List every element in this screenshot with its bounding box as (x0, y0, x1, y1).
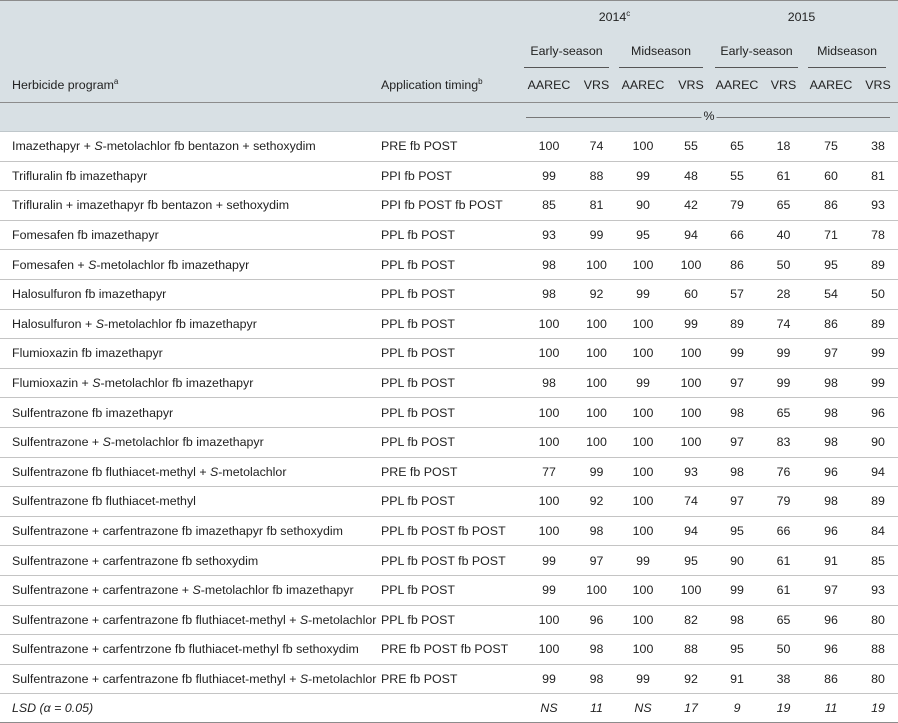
value-cell: 95 (615, 220, 671, 250)
table-row (0, 132, 898, 162)
table-row (0, 339, 898, 369)
herbicide-program-cell: Sulfentrazone + carfentrazone fb fluthiacet-methyl + S-metolachlor (0, 664, 379, 694)
value-cell: 42 (671, 191, 711, 221)
value-cell: 65 (763, 191, 804, 221)
value-cell: 50 (763, 635, 804, 665)
application-timing-cell: PPL fb POST (379, 339, 520, 369)
value-cell: 93 (858, 191, 898, 221)
table-row (0, 605, 898, 635)
value-cell: 86 (804, 664, 858, 694)
value-cell: 18 (763, 132, 804, 162)
table-row (0, 546, 898, 576)
application-timing-cell: PPI fb POST fb POST (379, 191, 520, 221)
value-cell: 99 (520, 546, 578, 576)
value-cell: 92 (578, 487, 615, 517)
value-cell: 61 (763, 546, 804, 576)
table-row (0, 309, 898, 339)
col-2014-mid-aarec: AAREC (615, 68, 671, 103)
herbicide-program-cell: Sulfentrazone + S-metolachlor fb imazethapyr (0, 427, 379, 457)
value-cell: 92 (671, 664, 711, 694)
application-timing-cell: PPL fb POST fb POST (379, 516, 520, 546)
herbicide-program-cell: Sulfentrazone fb fluthiacet-methyl + S-metolachlor (0, 457, 379, 487)
header-year-row (0, 1, 898, 35)
value-cell: 100 (615, 132, 671, 162)
herbicide-program-cell: Sulfentrazone + carfentrzone fb fluthiacet-methyl fb sethoxydim (0, 635, 379, 665)
value-cell: 50 (763, 250, 804, 280)
value-cell: 99 (858, 368, 898, 398)
lsd-label: LSD (α = 0.05) (0, 694, 379, 723)
herbicide-program-cell: Imazethapyr + S-metolachlor fb bentazon + sethoxydim (0, 132, 379, 162)
application-timing-cell: PPL fb POST (379, 220, 520, 250)
value-cell: 89 (858, 309, 898, 339)
lsd-value-cell: NS (520, 694, 578, 723)
value-cell: 93 (858, 575, 898, 605)
value-cell: 100 (671, 339, 711, 369)
value-cell: 61 (763, 161, 804, 191)
value-cell: 98 (578, 516, 615, 546)
herbicide-program-cell: Sulfentrazone + carfentrazone fb imazethapyr fb sethoxydim (0, 516, 379, 546)
value-cell: 74 (671, 487, 711, 517)
table-row (0, 161, 898, 191)
value-cell: 98 (711, 605, 763, 635)
value-cell: 74 (763, 309, 804, 339)
value-cell: 97 (578, 546, 615, 576)
value-cell: 55 (671, 132, 711, 162)
value-cell: 82 (671, 605, 711, 635)
season-2014-mid: Midseason (615, 34, 711, 68)
col-2015-early-aarec: AAREC (711, 68, 763, 103)
table-row (0, 516, 898, 546)
value-cell: 97 (804, 575, 858, 605)
herbicide-program-cell: Flumioxazin fb imazethapyr (0, 339, 379, 369)
herbicide-program-cell: Trifluralin fb imazethapyr (0, 161, 379, 191)
value-cell: 100 (615, 250, 671, 280)
value-cell: 98 (804, 487, 858, 517)
value-cell: 76 (763, 457, 804, 487)
value-cell: 89 (858, 250, 898, 280)
value-cell: 85 (520, 191, 578, 221)
value-cell: 86 (804, 191, 858, 221)
value-cell: 54 (804, 279, 858, 309)
lsd-value-cell: NS (615, 694, 671, 723)
value-cell: 100 (615, 605, 671, 635)
table-row (0, 457, 898, 487)
herbicide-program-cell: Fomesafen + S-metolachlor fb imazethapyr (0, 250, 379, 280)
value-cell: 100 (520, 635, 578, 665)
value-cell: 100 (578, 250, 615, 280)
value-cell: 99 (520, 664, 578, 694)
value-cell: 66 (711, 220, 763, 250)
value-cell: 40 (763, 220, 804, 250)
value-cell: 100 (520, 605, 578, 635)
year-2014-label: 2014 (598, 10, 627, 24)
value-cell: 99 (578, 457, 615, 487)
value-cell: 100 (671, 575, 711, 605)
herbicide-program-cell: Sulfentrazone fb fluthiacet-methyl (0, 487, 379, 517)
herbicide-program-cell: Halosulfuron + S-metolachlor fb imazethapyr (0, 309, 379, 339)
value-cell: 99 (520, 161, 578, 191)
application-timing-cell: PRE fb POST (379, 664, 520, 694)
herbicide-program-cell: Flumioxazin + S-metolachlor fb imazethapyr (0, 368, 379, 398)
value-cell: 89 (858, 487, 898, 517)
value-cell: 99 (858, 339, 898, 369)
value-cell: 88 (858, 635, 898, 665)
herbicide-program-cell: Trifluralin + imazethapyr fb bentazon + sethoxydim (0, 191, 379, 221)
col-2014-early-vrs: VRS (578, 68, 615, 103)
value-cell: 80 (858, 664, 898, 694)
year-2014-header (520, 1, 711, 35)
value-cell: 100 (671, 427, 711, 457)
value-cell: 99 (711, 575, 763, 605)
value-cell: 38 (858, 132, 898, 162)
value-cell: 90 (858, 427, 898, 457)
value-cell: 100 (520, 339, 578, 369)
value-cell: 100 (520, 132, 578, 162)
lsd-value-cell: 19 (763, 694, 804, 723)
application-timing-cell: PPL fb POST (379, 487, 520, 517)
application-timing-cell: PPL fb POST (379, 279, 520, 309)
value-cell: 99 (615, 546, 671, 576)
value-cell: 99 (763, 339, 804, 369)
value-cell: 79 (763, 487, 804, 517)
value-cell: 100 (615, 398, 671, 428)
value-cell: 100 (671, 398, 711, 428)
herbicide-program-cell: Fomesafen fb imazethapyr (0, 220, 379, 250)
value-cell: 81 (858, 161, 898, 191)
value-cell: 88 (578, 161, 615, 191)
value-cell: 98 (711, 457, 763, 487)
value-cell: 79 (711, 191, 763, 221)
value-cell: 95 (711, 516, 763, 546)
lsd-value-cell: 19 (858, 694, 898, 723)
value-cell: 66 (763, 516, 804, 546)
value-cell: 94 (858, 457, 898, 487)
value-cell: 96 (578, 605, 615, 635)
value-cell: 100 (520, 516, 578, 546)
value-cell: 38 (763, 664, 804, 694)
value-cell: 94 (671, 516, 711, 546)
value-cell: 50 (858, 279, 898, 309)
value-cell: 100 (578, 368, 615, 398)
value-cell: 99 (615, 161, 671, 191)
value-cell: 100 (578, 309, 615, 339)
col-2014-early-aarec: AAREC (520, 68, 578, 103)
value-cell: 100 (615, 457, 671, 487)
value-cell: 91 (711, 664, 763, 694)
table-row (0, 398, 898, 428)
value-cell: 98 (804, 427, 858, 457)
value-cell: 96 (804, 605, 858, 635)
value-cell: 95 (671, 546, 711, 576)
lsd-value-cell: 17 (671, 694, 711, 723)
season-2014-early: Early-season (520, 34, 615, 68)
application-timing-cell: PRE fb POST fb POST (379, 635, 520, 665)
value-cell: 96 (804, 516, 858, 546)
value-cell: 100 (520, 487, 578, 517)
value-cell: 98 (711, 398, 763, 428)
value-cell: 85 (858, 546, 898, 576)
value-cell: 57 (711, 279, 763, 309)
value-cell: 100 (520, 398, 578, 428)
lsd-timing-blank (379, 694, 520, 723)
table-row (0, 575, 898, 605)
herbicide-program-cell: Halosulfuron fb imazethapyr (0, 279, 379, 309)
value-cell: 96 (804, 635, 858, 665)
table-row (0, 220, 898, 250)
value-cell: 65 (763, 605, 804, 635)
value-cell: 90 (615, 191, 671, 221)
value-cell: 60 (671, 279, 711, 309)
value-cell: 99 (615, 664, 671, 694)
value-cell: 74 (578, 132, 615, 162)
value-cell: 99 (520, 575, 578, 605)
col-2015-early-vrs: VRS (763, 68, 804, 103)
lsd-value-cell: 11 (578, 694, 615, 723)
herbicide-program-cell: Sulfentrazone + carfentrazone fb fluthiacet-methyl + S-metolachlor (0, 605, 379, 635)
value-cell: 61 (763, 575, 804, 605)
table-row (0, 368, 898, 398)
value-cell: 93 (520, 220, 578, 250)
value-cell: 100 (615, 487, 671, 517)
value-cell: 98 (578, 635, 615, 665)
value-cell: 55 (711, 161, 763, 191)
value-cell: 48 (671, 161, 711, 191)
application-timing-cell: PPL fb POST (379, 427, 520, 457)
header-season-row (0, 34, 898, 68)
application-timing-cell: PPI fb POST (379, 161, 520, 191)
value-cell: 99 (711, 339, 763, 369)
value-cell: 100 (520, 427, 578, 457)
value-cell: 98 (804, 368, 858, 398)
lsd-value-cell: 9 (711, 694, 763, 723)
value-cell: 100 (615, 309, 671, 339)
application-timing-cell: PRE fb POST (379, 457, 520, 487)
value-cell: 100 (615, 339, 671, 369)
value-cell: 95 (804, 250, 858, 280)
col-2015-mid-aarec: AAREC (804, 68, 858, 103)
table-row (0, 279, 898, 309)
lsd-value-cell: 11 (804, 694, 858, 723)
value-cell: 98 (520, 279, 578, 309)
herbicide-program-header: Herbicide program$^a$ (0, 68, 379, 103)
table-row (0, 250, 898, 280)
value-cell: 99 (578, 220, 615, 250)
value-cell: 94 (671, 220, 711, 250)
value-cell: 92 (578, 279, 615, 309)
value-cell: 100 (671, 250, 711, 280)
value-cell: 100 (578, 427, 615, 457)
value-cell: 100 (615, 575, 671, 605)
value-cell: 80 (858, 605, 898, 635)
value-cell: 81 (578, 191, 615, 221)
value-cell: 100 (615, 635, 671, 665)
value-cell: 98 (804, 398, 858, 428)
season-2015-early: Early-season (711, 34, 804, 68)
year-2014-footnote: c (626, 8, 631, 18)
table-row (0, 664, 898, 694)
value-cell: 77 (520, 457, 578, 487)
table-row (0, 635, 898, 665)
value-cell: 90 (711, 546, 763, 576)
value-cell: 86 (804, 309, 858, 339)
value-cell: 89 (711, 309, 763, 339)
year-2015-header (711, 1, 898, 35)
value-cell: 98 (520, 250, 578, 280)
value-cell: 96 (804, 457, 858, 487)
header-column-row (0, 68, 898, 103)
year-2015-label: 2015 (787, 10, 816, 24)
value-cell: 93 (671, 457, 711, 487)
value-cell: 75 (804, 132, 858, 162)
value-cell: 100 (520, 309, 578, 339)
value-cell: 99 (763, 368, 804, 398)
value-cell: 100 (615, 516, 671, 546)
value-cell: 100 (671, 368, 711, 398)
application-timing-cell: PPL fb POST (379, 575, 520, 605)
value-cell: 100 (578, 575, 615, 605)
value-cell: 65 (763, 398, 804, 428)
table-row (0, 191, 898, 221)
application-timing-cell: PPL fb POST (379, 398, 520, 428)
herbicide-program-cell: Sulfentrazone + carfentrazone + S-metolachlor fb imazethapyr (0, 575, 379, 605)
value-cell: 91 (804, 546, 858, 576)
value-cell: 97 (711, 427, 763, 457)
table-row (0, 427, 898, 457)
value-cell: 78 (858, 220, 898, 250)
value-cell: 84 (858, 516, 898, 546)
value-cell: 100 (578, 398, 615, 428)
value-cell: 28 (763, 279, 804, 309)
value-cell: 96 (858, 398, 898, 428)
col-2015-mid-vrs: VRS (858, 68, 898, 103)
application-timing-cell: PPL fb POST (379, 250, 520, 280)
table-row (0, 487, 898, 517)
unit-row (0, 103, 898, 132)
value-cell: 97 (804, 339, 858, 369)
value-cell: 88 (671, 635, 711, 665)
value-cell: 100 (578, 339, 615, 369)
value-cell: 98 (520, 368, 578, 398)
application-timing-cell: PPL fb POST (379, 605, 520, 635)
value-cell: 86 (711, 250, 763, 280)
application-timing-header: Application timing$^b$ (379, 68, 520, 103)
value-cell: 83 (763, 427, 804, 457)
application-timing-cell: PPL fb POST (379, 368, 520, 398)
value-cell: 95 (711, 635, 763, 665)
application-timing-cell: PPL fb POST fb POST (379, 546, 520, 576)
value-cell: 99 (615, 279, 671, 309)
value-cell: 100 (615, 427, 671, 457)
value-cell: 98 (578, 664, 615, 694)
value-cell: 65 (711, 132, 763, 162)
herbicide-program-cell: Sulfentrazone + carfentrazone fb sethoxydim (0, 546, 379, 576)
col-2014-mid-vrs: VRS (671, 68, 711, 103)
season-2015-mid: Midseason (804, 34, 898, 68)
lsd-row (0, 694, 898, 723)
herbicide-program-cell: Sulfentrazone fb imazethapyr (0, 398, 379, 428)
value-cell: 97 (711, 487, 763, 517)
application-timing-cell: PPL fb POST (379, 309, 520, 339)
application-timing-cell: PRE fb POST (379, 132, 520, 162)
value-cell: 99 (671, 309, 711, 339)
value-cell: 60 (804, 161, 858, 191)
unit-label: % (703, 109, 715, 123)
value-cell: 99 (615, 368, 671, 398)
value-cell: 71 (804, 220, 858, 250)
value-cell: 97 (711, 368, 763, 398)
